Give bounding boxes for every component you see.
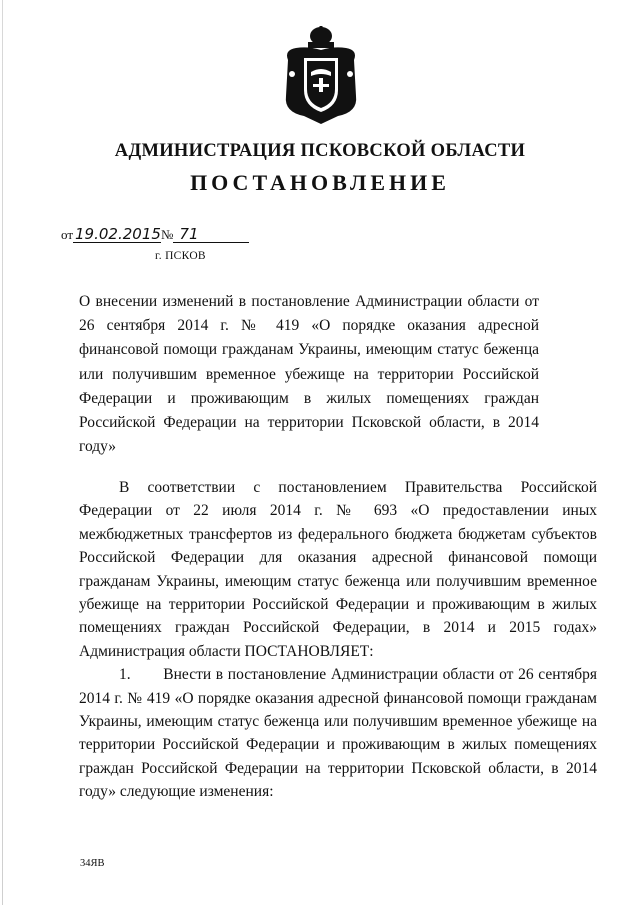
city-label: г. ПСКОВ: [155, 250, 206, 262]
list-item: [79, 663, 597, 803]
document-date-number-line: [61, 226, 249, 243]
number-prefix: №: [161, 227, 174, 242]
document-type: ПОСТАНОВЛЕНИЕ: [190, 170, 450, 195]
preamble-paragraph: В соответствии с постановлением Правительства Российской Федерации от 22 июля 2014 г. № 693 «О предоставлении иных межбюджетных трансфертов из федерального бюджета бюджетам субъектов Российской Федерации для оказания адресной финансовой помощи гражданам Украины, имеющим статус беженца или получившим временное убежище на территории Российской Федерации и проживающим в жилых помещениях граждан Российской Федерации, в 2014 и 2015 годах» Администрация области ПОСТАНОВЛЯЕТ:: [79, 479, 597, 660]
document-date: 19.02.2015: [75, 225, 161, 243]
organization-name: АДМИНИСТРАЦИЯ ПСКОВСКОЙ ОБЛАСТИ: [114, 141, 526, 161]
document-code: 34ЯВ: [80, 858, 105, 869]
document-number: 71: [173, 226, 249, 243]
document-body: [79, 476, 597, 804]
date-prefix: от: [61, 227, 74, 242]
item-number: 1.: [119, 666, 131, 684]
scan-edge-line: [2, 0, 3, 905]
document-title: О внесении изменений в постановление Администрации области от 26 сентября 2014 г. № 419 «О порядке оказания адресной финансовой помощи гражданам Украины, имеющим статус беженца или получившим временное убежище на территории Российской Федерации и проживающим в жилых помещениях граждан Российской Федерации на территории Псковской области, в 2014 году»: [79, 293, 539, 456]
item-text: Внести в постановление Администрации области от 26 сентября 2014 г. № 419 «О порядке оказания адресной финансовой помощи гражданам Украины, имеющим статус беженца или получившим временное убежище на территории Российской Федерации и проживающим в жилых помещениях граждан Российской Федерации на территории Псковской области, в 2014 году» следующие изменения:: [79, 666, 597, 801]
pskov-region-coat-of-arms-icon: [278, 26, 364, 126]
